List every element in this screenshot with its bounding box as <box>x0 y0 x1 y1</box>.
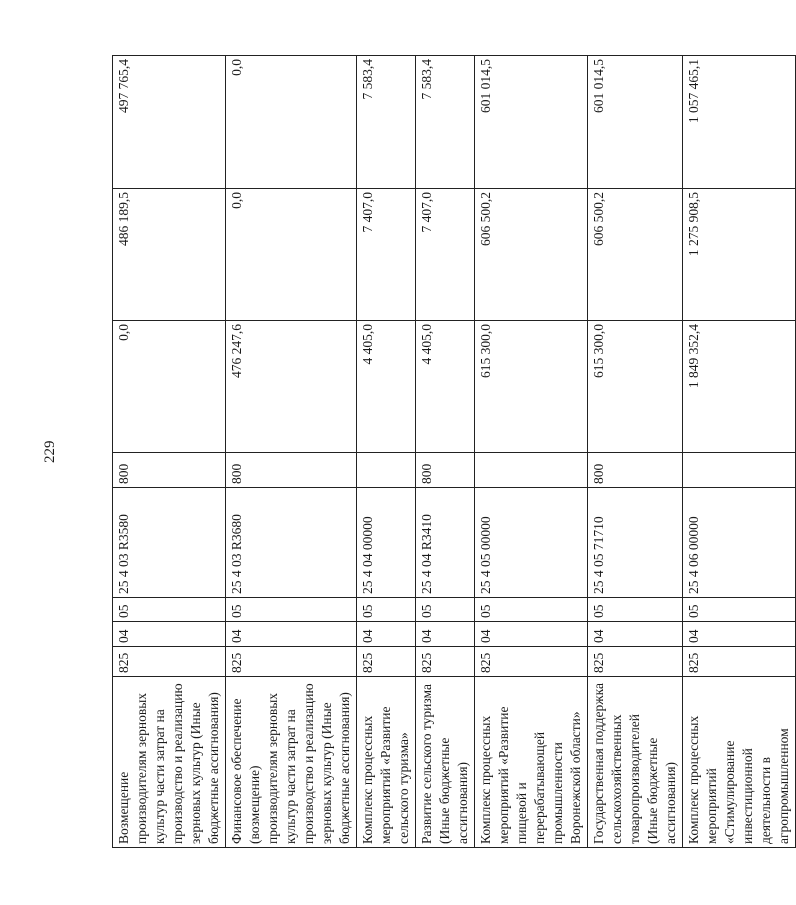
ministry-code: 825 <box>683 647 796 677</box>
table-row <box>113 56 226 848</box>
value-year-3: 497 765,4 <box>113 56 226 189</box>
table-row <box>475 56 588 848</box>
ministry-code: 825 <box>357 647 416 677</box>
row-name: Комплекс процессных мероприятий «Стимулирование инвестиционной деятельности в агропромышленном <box>683 677 796 848</box>
subsection-code: 05 <box>588 598 683 622</box>
section-code: 04 <box>113 622 226 647</box>
ministry-code: 825 <box>113 647 226 677</box>
target-code: 25 4 03 R3680 <box>226 488 357 598</box>
section-code: 04 <box>475 622 588 647</box>
target-code: 25 4 05 71710 <box>588 488 683 598</box>
subsection-code: 05 <box>226 598 357 622</box>
section-code: 04 <box>683 622 796 647</box>
value-year-1: 476 247,6 <box>226 321 357 453</box>
value-year-1: 4 405,0 <box>357 321 416 453</box>
value-year-2: 7 407,0 <box>416 189 475 321</box>
value-year-3: 1 057 465,1 <box>683 56 796 189</box>
table-row <box>226 56 357 848</box>
value-year-2: 486 189,5 <box>113 189 226 321</box>
value-year-1: 4 405,0 <box>416 321 475 453</box>
expense-type-code <box>475 453 588 488</box>
row-name: Развитие сельского туризма (Иные бюджетные ассигнования) <box>416 677 475 848</box>
value-year-2: 606 500,2 <box>588 189 683 321</box>
value-year-1: 0,0 <box>113 321 226 453</box>
section-code: 04 <box>357 622 416 647</box>
section-code: 04 <box>226 622 357 647</box>
target-code: 25 4 05 00000 <box>475 488 588 598</box>
target-code: 25 4 03 R3580 <box>113 488 226 598</box>
ministry-code: 825 <box>475 647 588 677</box>
ministry-code: 825 <box>588 647 683 677</box>
subsection-code: 05 <box>475 598 588 622</box>
budget-table <box>112 55 796 848</box>
row-name: Комплекс процессных мероприятий «Развитие пищевой и перерабатывающей промышленности Воронежской области» <box>475 677 588 848</box>
subsection-code: 05 <box>357 598 416 622</box>
section-code: 04 <box>416 622 475 647</box>
value-year-2: 7 407,0 <box>357 189 416 321</box>
table-row <box>416 56 475 848</box>
expense-type-code: 800 <box>416 453 475 488</box>
expense-type-code: 800 <box>226 453 357 488</box>
table-row <box>357 56 416 848</box>
value-year-2: 0,0 <box>226 189 357 321</box>
subsection-code: 05 <box>416 598 475 622</box>
target-code: 25 4 04 00000 <box>357 488 416 598</box>
row-name: Возмещение производителям зерновых культур части затрат на производство и реализацию зерновых культур (Иные бюджетные ассигнования) <box>113 677 226 848</box>
page-number: 229 <box>42 440 58 463</box>
expense-type-code <box>357 453 416 488</box>
table-row <box>588 56 683 848</box>
value-year-3: 601 014,5 <box>588 56 683 189</box>
row-name: Государственная поддержка сельскохозяйственных товаропроизводителей (Иные бюджетные ассигнования) <box>588 677 683 848</box>
row-name: Комплекс процессных мероприятий «Развитие сельского туризма» <box>357 677 416 848</box>
rotated-table-container <box>112 56 791 848</box>
value-year-3: 7 583,4 <box>357 56 416 189</box>
ministry-code: 825 <box>416 647 475 677</box>
value-year-2: 1 275 908,5 <box>683 189 796 321</box>
table-row <box>683 56 796 848</box>
row-name: Финансовое обеспечение (возмещение) производителям зерновых культур части затрат на производство и реализацию зерновых культур (Иные бюджетные ассигнования) <box>226 677 357 848</box>
value-year-3: 7 583,4 <box>416 56 475 189</box>
value-year-3: 0,0 <box>226 56 357 189</box>
target-code: 25 4 04 R3410 <box>416 488 475 598</box>
expense-type-code <box>683 453 796 488</box>
value-year-2: 606 500,2 <box>475 189 588 321</box>
ministry-code: 825 <box>226 647 357 677</box>
value-year-1: 615 300,0 <box>588 321 683 453</box>
expense-type-code: 800 <box>588 453 683 488</box>
section-code: 04 <box>588 622 683 647</box>
value-year-1: 615 300,0 <box>475 321 588 453</box>
subsection-code: 05 <box>683 598 796 622</box>
expense-type-code: 800 <box>113 453 226 488</box>
value-year-1: 1 849 352,4 <box>683 321 796 453</box>
subsection-code: 05 <box>113 598 226 622</box>
value-year-3: 601 014,5 <box>475 56 588 189</box>
target-code: 25 4 06 00000 <box>683 488 796 598</box>
